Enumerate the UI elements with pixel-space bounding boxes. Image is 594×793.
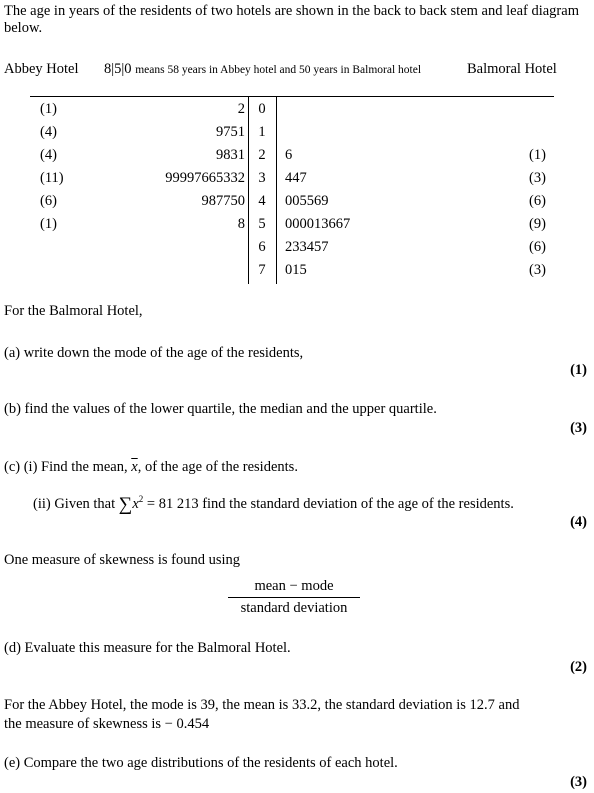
variable-x: x (132, 496, 139, 512)
balmoral-hotel-heading: Balmoral Hotel (467, 61, 557, 77)
question-c-i-text-end: , of the age of the residents. (137, 459, 298, 475)
abbey-hotel-heading: Abbey Hotel (4, 61, 79, 77)
skewness-intro: One measure of skewness is found using (4, 552, 240, 568)
stem-value: 2 (258, 147, 266, 163)
question-d: (d) Evaluate this measure for the Balmoral Hotel. (4, 640, 291, 656)
right-leaves: 005569 (285, 193, 329, 209)
right-leaves: 233457 (285, 239, 329, 255)
formula-denominator: standard deviation (240, 600, 348, 616)
left-count: (1) (40, 216, 57, 232)
stem-value: 7 (258, 262, 266, 278)
question-e-marks: (3) (570, 774, 587, 790)
stem-value: 0 (258, 101, 266, 117)
right-count: (3) (529, 262, 546, 278)
key-symbol: 8|5|0 (104, 61, 132, 77)
right-stem-divider (276, 96, 277, 284)
diagram-key (104, 61, 421, 78)
skewness-formula (228, 578, 360, 617)
question-a: (a) write down the mode of the age of the residents, (4, 345, 304, 361)
right-count: (9) (529, 216, 546, 232)
sigma-symbol: ∑ (118, 494, 133, 515)
left-stem-divider (248, 96, 249, 284)
question-d-marks: (2) (570, 659, 587, 675)
question-b: (b) find the values of the lower quartile, the median and the upper quartile. (4, 401, 437, 417)
stem-value: 1 (258, 124, 266, 140)
question-c-ii (33, 494, 514, 516)
abbey-stats-line-1: For the Abbey Hotel, the mode is 39, the mean is 33.2, the standard deviation is 12.7 and (4, 697, 520, 713)
abbey-stats-line-2: the measure of skewness is − 0.454 (4, 716, 210, 732)
left-leaves: 987750 (201, 193, 245, 209)
left-count: (1) (40, 101, 57, 117)
left-count: (4) (40, 124, 57, 140)
left-leaves: 9831 (216, 147, 245, 163)
right-count: (6) (529, 239, 546, 255)
key-explanation: means 58 years in Abbey hotel and 50 years in Balmoral hotel (135, 64, 422, 76)
right-leaves: 000013667 (285, 216, 351, 232)
left-count: (4) (40, 147, 57, 163)
balmoral-lead-in: For the Balmoral Hotel, (4, 303, 143, 319)
right-leaves: 015 (285, 262, 307, 278)
left-leaves: 9751 (216, 124, 245, 140)
stem-value: 5 (258, 216, 266, 232)
mean-symbol: $\overline{x}$ (131, 459, 138, 475)
exponent: 2 (138, 494, 144, 505)
left-leaves: 8 (237, 216, 245, 232)
question-c-ii-text: (ii) Given that (33, 496, 116, 512)
question-e: (e) Compare the two age distributions of the residents of each hotel. (4, 755, 398, 771)
question-a-marks: (1) (570, 362, 587, 378)
question-c-i (4, 459, 298, 476)
stem-value: 4 (258, 193, 266, 209)
question-c-marks: (4) (570, 514, 587, 530)
stem-value: 6 (258, 239, 266, 255)
question-c-ii-text-end: = 81 213 find the standard deviation of the age of the residents. (146, 496, 514, 512)
question-b-marks: (3) (570, 420, 587, 436)
right-count: (1) (529, 147, 546, 163)
left-leaves: 2 (237, 101, 245, 117)
right-count: (6) (529, 193, 546, 209)
intro-text: The age in years of the residents of two hotels are shown in the back to back stem and leaf diagram below. (4, 3, 579, 36)
diagram-top-rule (30, 96, 554, 97)
formula-numerator: mean − mode (228, 578, 360, 598)
left-count: (11) (40, 170, 64, 186)
question-c-i-text: (c) (i) Find the mean, (4, 459, 128, 475)
right-leaves: 447 (285, 170, 307, 186)
left-leaves: 99997665332 (165, 170, 245, 186)
left-count: (6) (40, 193, 57, 209)
right-leaves: 6 (285, 147, 293, 163)
right-count: (3) (529, 170, 546, 186)
stem-value: 3 (258, 170, 266, 186)
